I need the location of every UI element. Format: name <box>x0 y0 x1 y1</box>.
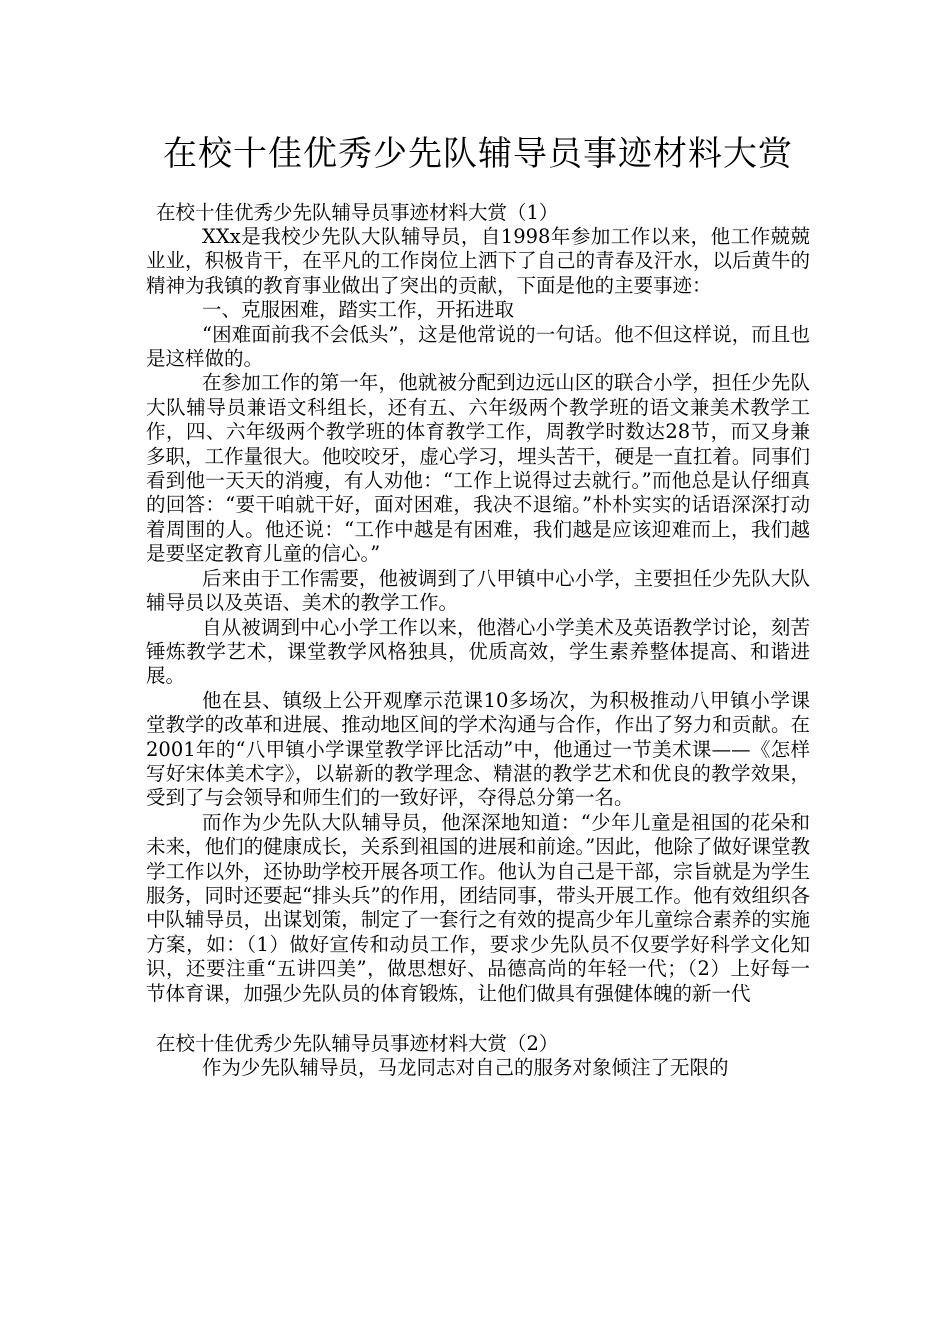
section-heading: 在校十佳优秀少先队辅导员事迹材料大赏（1） <box>156 201 559 224</box>
paragraph-intro: 作为少先队辅导员，马龙同志对自己的服务对象倾注了无限的 <box>202 1056 729 1079</box>
paragraph-demonstration: 他在县、镇级上公开观摩示范课10多场次，为积极推动八甲镇小学课堂教学的改革和进展、推动地区间的学术沟通与合作，作出了努力和贡献。在2001年的“八甲镇小学课堂教学评比活动”中，他通过一节美术课——《怎样写好宋体美术字》，以崭新的教学理念、精湛的教学艺术和优良的教学效果，受到了与会领导和师生们的一致好评，夺得总分第一名。 <box>146 688 810 810</box>
paragraph-counselor-role: 而作为少先队大队辅导员，他深深地知道：“少年儿童是祖国的花朵和未来，他们的健康成长，关系到祖国的进展和前途。”因此，他除了做好课堂教学工作以外，还协助学校开展各项工作。他认为自己是干部，宗旨就是为学生服务，同时还要起“排头兵”的作用，团结同事，带头开展工作。他有效组织各中队辅导员，出谋划策，制定了一套行之有效的提高少年儿童综合素养的实施方案，如：（1）做好宣传和动员工作，要求少先队员不仅要学好科学文化知识，还要注重“五讲四美”，做思想好、品德高尚的年轻一代；（2）上好每一节体育课，加强少先队员的体育锻炼，让他们做具有强健体魄的新一代 <box>146 810 810 1005</box>
paragraph-subheading: 一、克服困难，踏实工作，开拓进取 <box>202 298 515 322</box>
section-heading: 在校十佳优秀少先队辅导员事迹材料大赏（2） <box>156 1032 559 1055</box>
paragraph-teaching: 自从被调到中心小学工作以来，他潜心小学美术及英语教学讨论，刻苦锤炼教学艺术，课堂教学风格独具，优质高效，学生素养整体提高、和谐进展。 <box>146 615 810 688</box>
document-title: 在校十佳优秀少先队辅导员事迹材料大赏 <box>163 134 793 174</box>
paragraph-quote: “困难面前我不会低头”，这是他常说的一句话。他不但这样说，而且也是这样做的。 <box>146 322 810 371</box>
section-2 <box>146 1031 810 1080</box>
paragraph-first-year: 在参加工作的第一年，他就被分配到边远山区的联合小学，担任少先队大队辅导员兼语文科组长，还有五、六年级两个教学班的语文兼美术教学工作，四、六年级两个教学班的体育教学工作，周教学时数达28节，而又身兼多职，工作量很大。他咬咬牙，虚心学习，埋头苦干，硬是一直扛着。同事们看到他一天天的消瘦，有人劝他：“工作上说得过去就行。”而他总是认仔细真的回答：“要干咱就干好，面对困难，我决不退缩。”朴朴实实的话语深深打动着周围的人。他还说：“工作中越是有困难，我们越是应该迎难而上，我们越是要坚定教育儿童的信心。” <box>146 371 810 566</box>
paragraph-intro: XXx是我校少先队大队辅导员，自1998年参加工作以来，他工作兢兢业业，积极肯干，在平凡的工作岗位上洒下了自己的青春及汗水，以后黄牛的精神为我镇的教育事业做出了突出的贡献，下面是他的主要事迹： <box>146 225 810 297</box>
section-1 <box>146 200 810 1006</box>
paragraph-transfer: 后来由于工作需要，他被调到了八甲镇中心小学，主要担任少先队大队辅导员以及英语、美术的教学工作。 <box>146 566 810 615</box>
